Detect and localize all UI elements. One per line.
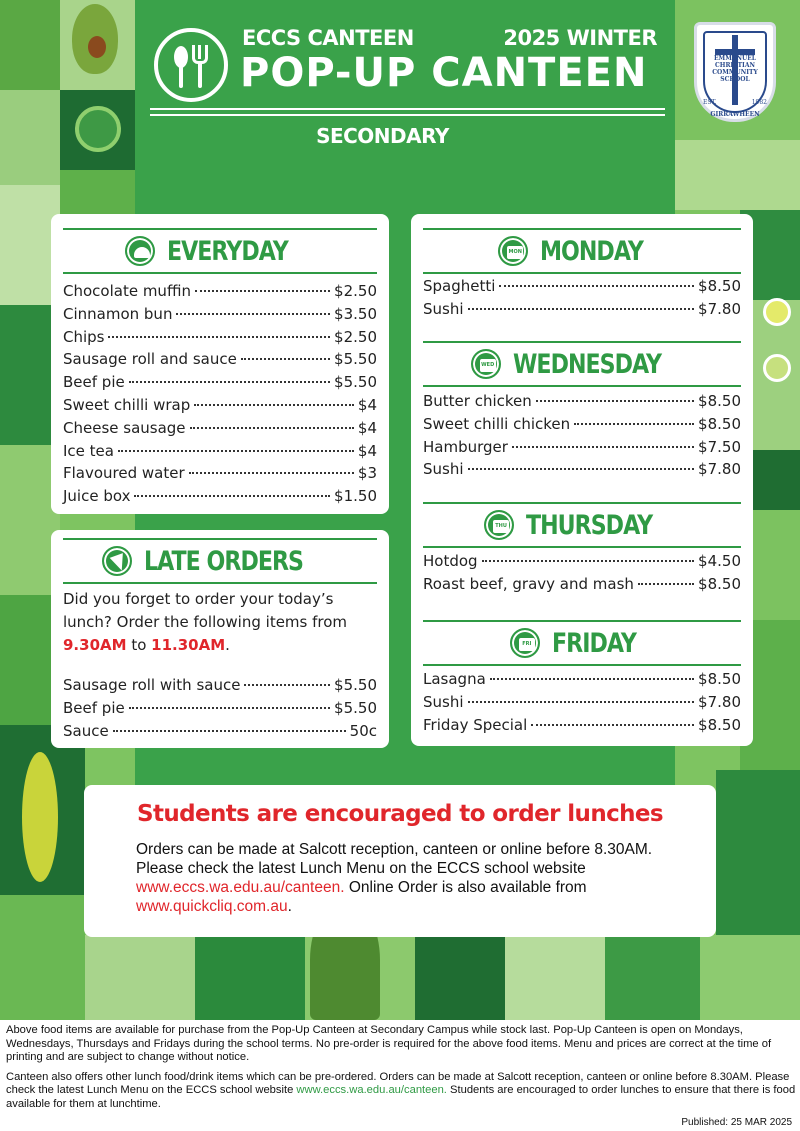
- calendar-icon: THU: [484, 510, 514, 540]
- dot-leader: [574, 423, 694, 425]
- dot-leader: [536, 400, 694, 402]
- menu-item: [63, 699, 377, 722]
- menu-item-name: Friday Special: [423, 715, 528, 734]
- menu-item-price: $2.50: [334, 282, 377, 300]
- late-start-time: 9.30AM: [63, 636, 127, 654]
- dot-leader: [468, 308, 695, 310]
- menu-item: [63, 487, 377, 510]
- pie-icon: [125, 236, 155, 266]
- dot-leader: [512, 446, 694, 448]
- dot-leader: [244, 684, 330, 686]
- menu-item-name: Juice box: [63, 487, 131, 506]
- menu-item-name: Sauce: [63, 721, 109, 740]
- crest-school-name: EMMANUEL CHRISTIAN COMMUNITY SCHOOL: [712, 55, 758, 83]
- menu-item: [423, 392, 741, 415]
- menu-item-name: Cheese sausage: [63, 418, 186, 437]
- season-label: 2025 WINTER: [503, 26, 657, 50]
- menu-item-price: $8.50: [698, 670, 741, 688]
- menu-item-price: $7.80: [698, 460, 741, 479]
- footer-website-link[interactable]: www.eccs.wa.edu.au/canteen.: [296, 1084, 447, 1096]
- dot-leader: [190, 427, 354, 429]
- dot-leader: [468, 701, 695, 703]
- menu-item: [63, 328, 377, 351]
- canteen-name: ECCS CANTEEN: [242, 26, 414, 50]
- footer-notes: [6, 1024, 796, 1117]
- dot-leader: [129, 707, 330, 709]
- pea-pod-shape: [22, 752, 58, 882]
- everyday-list: [63, 282, 377, 510]
- monday-title: MONDAY: [540, 235, 644, 267]
- pizza-icon: [102, 546, 132, 576]
- wednesday-header: [423, 341, 741, 387]
- menu-item-name: Cinnamon bun: [63, 304, 173, 323]
- wednesday-title: WEDNESDAY: [512, 348, 661, 380]
- menu-item-name: Sausage roll with sauce: [63, 676, 241, 694]
- weekday-card: [411, 214, 753, 746]
- dot-leader: [468, 468, 695, 470]
- cutlery-icon: [154, 28, 228, 102]
- late-orders-header: [63, 538, 377, 584]
- everyday-card: [51, 214, 389, 514]
- menu-item-price: $8.50: [698, 392, 741, 410]
- dot-leader: [113, 730, 346, 732]
- header: [150, 18, 665, 158]
- late-orders-card: [51, 530, 389, 748]
- menu-item-name: Butter chicken: [423, 392, 532, 410]
- dot-leader: [129, 381, 330, 383]
- menu-item: [423, 716, 741, 739]
- menu-item-name: Hotdog: [423, 552, 478, 570]
- menu-item: [63, 419, 377, 442]
- menu-item-price: $3.50: [334, 304, 377, 323]
- menu-item: [63, 722, 377, 745]
- header-kicker: [242, 26, 657, 50]
- friday-list: [423, 670, 741, 738]
- everyday-header: [63, 228, 377, 274]
- menu-item-name: Lasagna: [423, 670, 486, 688]
- published-date: Published: 25 MAR 2025: [681, 1117, 792, 1128]
- order-notice-title: Students are encouraged to order lunches: [136, 801, 663, 827]
- page-subtitle: SECONDARY: [316, 124, 449, 148]
- header-divider: [150, 108, 665, 110]
- menu-item-name: Sushi: [423, 460, 464, 479]
- menu-item-price: $5.50: [334, 373, 377, 392]
- menu-item: [63, 282, 377, 305]
- menu-item: [423, 693, 741, 716]
- menu-item-price: $8.50: [698, 574, 741, 593]
- menu-item-name: Chips: [63, 327, 105, 346]
- late-orders-list: [63, 676, 377, 744]
- page-title: POP-UP CANTEEN: [240, 50, 648, 96]
- wednesday-list: [423, 392, 741, 483]
- dot-leader: [194, 404, 354, 406]
- menu-item: [423, 438, 741, 461]
- menu-item-name: Sweet chilli wrap: [63, 395, 191, 414]
- menu-item-name: Flavoured water: [63, 464, 185, 483]
- menu-item: [63, 396, 377, 419]
- menu-item-name: Sausage roll and sauce: [63, 350, 237, 369]
- menu-item-price: $4: [357, 395, 377, 414]
- menu-item-price: $5.50: [334, 350, 377, 369]
- school-crest: [694, 22, 776, 122]
- late-orders-title: LATE ORDERS: [144, 545, 304, 577]
- menu-item-price: $8.50: [698, 715, 741, 734]
- dot-leader: [482, 560, 694, 562]
- dot-leader: [531, 724, 694, 726]
- dot-leader: [195, 290, 330, 292]
- menu-item: [423, 575, 741, 598]
- late-orders-intro: Did you forget to order your today’s lunch? Order the following items from 9.30AM to 11.30AM.: [63, 590, 348, 654]
- order-notice-box: [84, 785, 716, 937]
- menu-item-name: Spaghetti: [423, 277, 496, 295]
- menu-item: [63, 676, 377, 699]
- footer-paragraph: Above food items are available for purchase from the Pop-Up Canteen at Secondary Campus while stock last. Pop-Up Canteen is open on Mondays, Wednesdays, Thursdays and Fridays during the school terms. No pre-order is required for the above food items. Menu and prices are correct at the time of printing and are subject to change without notice.: [6, 1024, 772, 1063]
- dot-leader: [176, 313, 330, 315]
- menu-item-name: Sushi: [423, 299, 464, 318]
- thursday-header: [423, 502, 741, 548]
- menu-item-price: $7.80: [698, 692, 741, 711]
- menu-item-price: $1.50: [334, 487, 377, 506]
- menu-item-name: Hamburger: [423, 437, 508, 456]
- dot-leader: [134, 495, 330, 497]
- order-notice-body: Orders can be made at Salcott reception, canteen or online before 8.30AM. Please check the latest Lunch Menu on the ECCS school website www.eccs.wa.edu.au/canteen. Online Order is also available from www.quickcliq.com.au.: [136, 841, 653, 915]
- calendar-icon: MON: [498, 236, 528, 266]
- menu-item: [63, 464, 377, 487]
- monday-header: [423, 228, 741, 274]
- menu-item: [63, 305, 377, 328]
- calendar-icon: FRI: [510, 628, 540, 658]
- late-end-time: 11.30AM: [151, 636, 226, 654]
- menu-item: [63, 442, 377, 465]
- menu-item-price: $4.50: [698, 552, 741, 570]
- menu-item: [423, 277, 741, 300]
- menu-item-price: $5.50: [334, 676, 377, 694]
- menu-item: [63, 373, 377, 396]
- header-divider: [150, 114, 665, 116]
- menu-item-price: 50c: [349, 721, 377, 740]
- menu-item-name: Sweet chilli chicken: [423, 414, 571, 433]
- crest-location: GIRRAWHEEN: [710, 111, 760, 118]
- menu-item: [63, 350, 377, 373]
- menu-item: [423, 670, 741, 693]
- footer-paragraph: Canteen also offers other lunch food/drink items which can be pre-ordered. Orders can be made at Salcott reception, canteen or online before 8.30AM. Please check the latest Lunch Menu on the ECCS school website www.eccs.wa.edu.au/canteen. Students are encouraged to order lunches to ensure that there is food available for them at lunchtime.: [6, 1070, 796, 1110]
- thursday-title: THURSDAY: [526, 509, 653, 541]
- menu-item: [423, 552, 741, 575]
- menu-item: [423, 300, 741, 323]
- menu-item-name: Roast beef, gravy and mash: [423, 574, 634, 593]
- dot-leader: [108, 336, 330, 338]
- dot-leader: [118, 450, 354, 452]
- quickcliq-link[interactable]: www.quickcliq.com.au: [136, 898, 288, 915]
- dot-leader: [490, 678, 694, 680]
- dot-leader: [638, 583, 694, 585]
- menu-item-price: $5.50: [334, 698, 377, 717]
- menu-item-name: Ice tea: [63, 441, 114, 460]
- menu-item-price: $2.50: [334, 327, 377, 346]
- menu-item-price: $4: [357, 418, 377, 437]
- dot-leader: [499, 285, 694, 287]
- menu-item-name: Beef pie: [63, 698, 125, 717]
- menu-item-price: $7.80: [698, 299, 741, 318]
- menu-item-price: $4: [357, 441, 377, 460]
- menu-item-name: Chocolate muffin: [63, 282, 191, 300]
- dot-leader: [189, 472, 354, 474]
- friday-header: [423, 620, 741, 666]
- menu-item-name: Sushi: [423, 692, 464, 711]
- thursday-list: [423, 552, 741, 598]
- menu-item: [423, 415, 741, 438]
- canteen-website-link[interactable]: www.eccs.wa.edu.au/canteen.: [136, 879, 345, 896]
- menu-item: [423, 460, 741, 483]
- calendar-icon: WED: [471, 349, 501, 379]
- crest-established: EST. 1982: [703, 99, 767, 106]
- friday-title: FRIDAY: [551, 627, 636, 659]
- everyday-title: EVERYDAY: [167, 235, 289, 267]
- menu-item-price: $8.50: [698, 277, 741, 295]
- menu-item-price: $3: [357, 464, 377, 483]
- dot-leader: [241, 358, 330, 360]
- menu-item-price: $8.50: [698, 414, 741, 433]
- menu-item-price: $7.50: [698, 437, 741, 456]
- monday-list: [423, 277, 741, 323]
- menu-item-name: Beef pie: [63, 373, 125, 392]
